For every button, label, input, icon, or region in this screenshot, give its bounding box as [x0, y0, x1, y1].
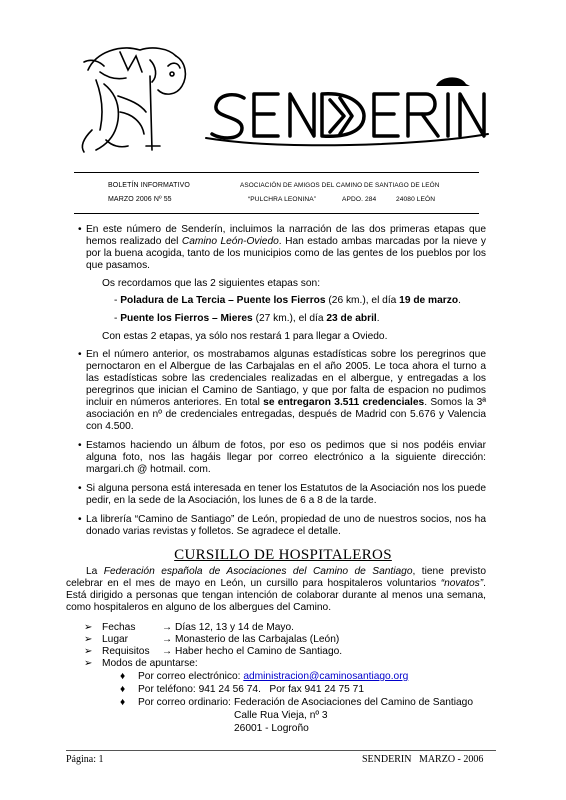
news-item-5-text: La librería “Camino de Santiago” de León, propiedad de uno de nuestros socios, nos ha donado varias revistas y folletos. Se agradece el detalle.: [86, 514, 486, 537]
requisitos-value: → Haber hecho el Camino de Santiago.: [162, 646, 343, 657]
mail-line-2: Calle Rua Vieja, nº 3: [234, 710, 328, 721]
arrow-bullet-icon: ➢: [84, 622, 93, 633]
bullet-icon: •: [78, 483, 82, 494]
pilgrim-drawing: [82, 48, 185, 152]
header-rule-bottom: [74, 213, 479, 214]
postal-address: 24080 LEÓN: [396, 196, 436, 203]
diamond-bullet-icon: ♦: [120, 671, 126, 682]
arrow-right-icon: →: [162, 634, 173, 645]
stages-reminder: Os recordamos que las 2 siguientes etapas son:: [102, 278, 321, 289]
modos-row: [84, 658, 198, 670]
news-item-2: [78, 349, 486, 433]
mail-line-1: Federación de Asociaciones del Camino de Santiago: [234, 697, 473, 708]
bullet-icon: •: [78, 224, 82, 235]
masthead: [0, 0, 566, 170]
footer-issue: SENDERIN MARZO - 2006: [362, 754, 484, 765]
arrow-bullet-icon: ➢: [84, 646, 93, 657]
lugar-row: [84, 634, 340, 646]
news-item-1-text: En este número de Senderín, incluimos la narración de las dos primeras etapas que hemos realizado del Camino León-Oviedo. Han estado ambas marcadas por la nieve y por la buena acogida, tanto de los municipios como de las gentes de los pueblos por los que pasamos.: [86, 224, 486, 271]
arrow-bullet-icon: ➢: [84, 658, 93, 669]
masthead-illustration: [0, 0, 566, 170]
email-row: [120, 671, 409, 683]
section-title: CURSILLO DE HOSPITALEROS: [174, 547, 392, 563]
stage-1: - Poladura de La Tercia – Puente los Fierros (26 km.), el día 19 de marzo.: [114, 295, 461, 306]
email-label: Por correo electrónico:: [138, 671, 244, 682]
requisitos-row: [84, 646, 343, 658]
diamond-bullet-icon: ♦: [120, 697, 126, 708]
remaining-stages: Con estas 2 etapas, ya sólo nos restará 1 para llegar a Oviedo.: [102, 331, 388, 342]
news-item-3-text: Estamos haciendo un álbum de fotos, por eso os pedimos que si nos podéis enviar alguna foto, nos las hagáis llegar por correo electrónico a la siguiente dirección: margari.ch @ hotmail. com.: [86, 440, 486, 475]
email-link[interactable]: administracion@caminosantiago.org: [243, 671, 409, 682]
news-item-5: [78, 514, 486, 538]
diamond-bullet-icon: ♦: [120, 684, 126, 695]
mail-line-3: 26001 - Logroño: [234, 723, 309, 734]
fechas-label: Fechas: [102, 622, 136, 633]
issue-label: MARZO 2006 Nº 55: [108, 196, 172, 203]
bullet-icon: •: [78, 440, 82, 451]
page-number: Página: 1: [66, 754, 104, 765]
requisitos-label: Requisitos: [102, 646, 150, 657]
bullet-icon: •: [78, 349, 82, 360]
phone-row: [120, 684, 364, 696]
modos-label: Modos de apuntarse:: [102, 658, 198, 669]
phone-fax-text: Por teléfono: 941 24 56 74. Por fax 941 24 75 71: [138, 684, 364, 695]
hat-icon: [432, 77, 470, 86]
logo-wordmark: [206, 94, 488, 145]
association-name: “PULCHRA LEONINA”: [248, 196, 317, 203]
news-item-2-text: En el número anterior, os mostrabamos algunas estadísticas sobre los peregrinos que pernoctaron en el Albergue de las Carbajalas en el año 2005. Le toca ahora el turno a las estadísticas sobre las credenciales realizadas en el albergue, y entregadas a los peregrinos que inician el Camino de Santiago, y que por falta de espacion no pudimos incluir en números anteriores. En total se entregaron 3.511 credenciales. Somos la 3ª asociación en nº de credenciales entregadas, después de Madrid con 5.676 y Valencia con 4.500.: [86, 349, 486, 432]
lugar-value: → Monasterio de las Carbajalas (León): [162, 634, 340, 645]
arrow-bullet-icon: ➢: [84, 634, 93, 645]
fechas-row: [84, 622, 294, 634]
news-item-1: [78, 224, 486, 272]
bulletin-label: BOLETÍN INFORMATIVO: [108, 182, 190, 189]
arrow-right-icon: →: [162, 646, 173, 657]
header-rule-top: [74, 172, 479, 173]
lugar-label: Lugar: [102, 634, 129, 645]
news-item-3: [78, 440, 486, 476]
po-box: APDO. 284: [342, 196, 377, 203]
bullet-icon: •: [78, 514, 82, 525]
arrow-right-icon: →: [162, 622, 173, 633]
association-label: ASOCIACIÓN DE AMIGOS DEL CAMINO DE SANTIAGO DE LEÓN: [240, 182, 440, 189]
stage-2: - Puente los Fierros – Mieres (27 km.), el día 23 de abril.: [114, 313, 380, 324]
news-item-4-text: Si alguna persona está interesada en tener los Estatutos de la Asociación nos los puede pedir, en la sede de la Asociación, los lunes de 6 a 8 de la tarde.: [86, 483, 486, 506]
footer-rule: [66, 750, 496, 751]
cursillo-intro: La Federación española de Asociaciones del Camino de Santiago, tiene previsto celebrar en el mes de mayo en León, un cursillo para hospitaleros voluntarios “novatos”. Está dirigido a personas que tengan intención de colaborar durante al menos una semana, como hospitaleros en alguno de los albergues del Camino.: [66, 566, 486, 613]
news-item-4: [78, 483, 486, 507]
mail-row: [120, 697, 473, 709]
mail-label: Por correo ordinario:: [138, 697, 231, 708]
fechas-value: → Días 12, 13 y 14 de Mayo.: [162, 622, 294, 633]
